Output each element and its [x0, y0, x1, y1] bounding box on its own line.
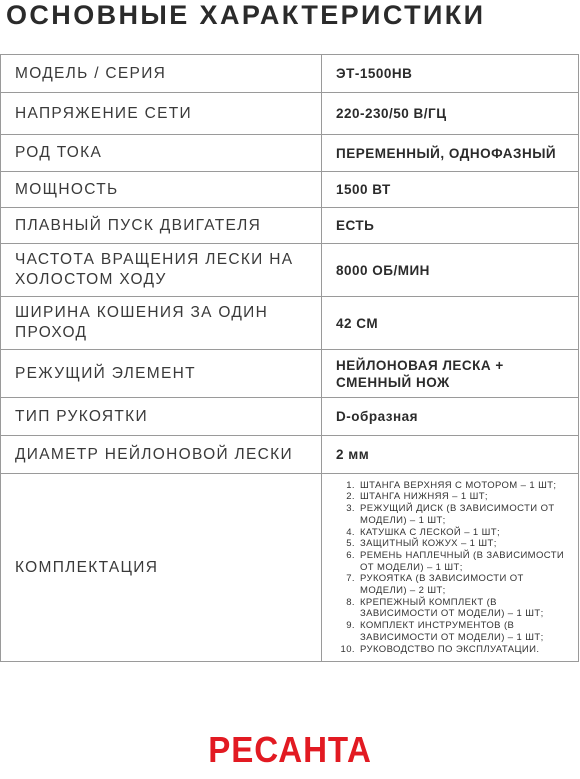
- row-label: РОД ТОКА: [1, 135, 322, 172]
- row-label: ТИП РУКОЯТКИ: [1, 398, 322, 436]
- row-value: ПЕРЕМЕННЫЙ, ОДНОФАЗНЫЙ: [322, 135, 579, 172]
- page-title: ОСНОВНЫЕ ХАРАКТЕРИСТИКИ: [6, 0, 486, 30]
- kit-value: [322, 474, 579, 662]
- row-value: 42 СМ: [322, 297, 579, 350]
- spec-table: [0, 54, 579, 662]
- list-item: 2. ШТАНГА НИЖНЯЯ – 1 ШТ;: [358, 491, 568, 503]
- list-item: 3. РЕЖУЩИЙ ДИСК (В ЗАВИСИМОСТИ ОТ МОДЕЛИ) – 1 ШТ;: [358, 503, 568, 526]
- table-row: [1, 297, 579, 350]
- row-value: НЕЙЛОНОВАЯ ЛЕСКА + СМЕННЫЙ НОЖ: [322, 350, 579, 398]
- list-item: 7. РУКОЯТКА (В ЗАВИСИМОСТИ ОТ МОДЕЛИ) – 2 ШТ;: [358, 573, 568, 596]
- row-label: ШИРИНА КОШЕНИЯ ЗА ОДИН ПРОХОД: [1, 297, 322, 350]
- list-item: 8. КРЕПЕЖНЫЙ КОМПЛЕКТ (В ЗАВИСИМОСТИ ОТ МОДЕЛИ) – 1 ШТ;: [358, 597, 568, 620]
- row-label: ПЛАВНЫЙ ПУСК ДВИГАТЕЛЯ: [1, 208, 322, 244]
- row-value: 8000 ОБ/МИН: [322, 244, 579, 297]
- table-row-kit: [1, 474, 579, 662]
- kit-list: [336, 480, 568, 656]
- table-row: [1, 55, 579, 93]
- row-value: ЕСТЬ: [322, 208, 579, 244]
- table-row: [1, 398, 579, 436]
- row-value: 1500 ВТ: [322, 172, 579, 208]
- row-label: РЕЖУЩИЙ ЭЛЕМЕНТ: [1, 350, 322, 398]
- row-label: НАПРЯЖЕНИЕ СЕТИ: [1, 93, 322, 135]
- list-item: 5. ЗАЩИТНЫЙ КОЖУХ – 1 ШТ;: [358, 538, 568, 550]
- list-item: 4. КАТУШКА С ЛЕСКОЙ – 1 ШТ;: [358, 527, 568, 539]
- table-row: [1, 208, 579, 244]
- list-item: 9. КОМПЛЕКТ ИНСТРУМЕНТОВ (В ЗАВИСИМОСТИ ОТ МОДЕЛИ) – 1 ШТ;: [358, 620, 568, 643]
- table-row: [1, 350, 579, 398]
- table-row: [1, 172, 579, 208]
- row-value: 220-230/50 В/ГЦ: [322, 93, 579, 135]
- table-row: [1, 244, 579, 297]
- row-value: 2 мм: [322, 436, 579, 474]
- table-row: [1, 436, 579, 474]
- row-label: ЧАСТОТА ВРАЩЕНИЯ ЛЕСКИ НА ХОЛОСТОМ ХОДУ: [1, 244, 322, 297]
- row-value: D-образная: [322, 398, 579, 436]
- table-row: [1, 93, 579, 135]
- brand-logo: РЕСАНТА: [208, 729, 372, 770]
- row-label: ДИАМЕТР НЕЙЛОНОВОЙ ЛЕСКИ: [1, 436, 322, 474]
- row-label: МОЩНОСТЬ: [1, 172, 322, 208]
- kit-label: КОМПЛЕКТАЦИЯ: [1, 474, 322, 662]
- list-item: 1. ШТАНГА ВЕРХНЯЯ С МОТОРОМ – 1 ШТ;: [358, 480, 568, 492]
- row-value: ЭТ-1500НВ: [322, 55, 579, 93]
- list-item: 6. РЕМЕНЬ НАПЛЕЧНЫЙ (В ЗАВИСИМОСТИ ОТ МОДЕЛИ) – 1 ШТ;: [358, 550, 568, 573]
- row-label: МОДЕЛЬ / СЕРИЯ: [1, 55, 322, 93]
- list-item: 10. РУКОВОДСТВО ПО ЭКСПЛУАТАЦИИ.: [358, 644, 568, 656]
- table-row: [1, 135, 579, 172]
